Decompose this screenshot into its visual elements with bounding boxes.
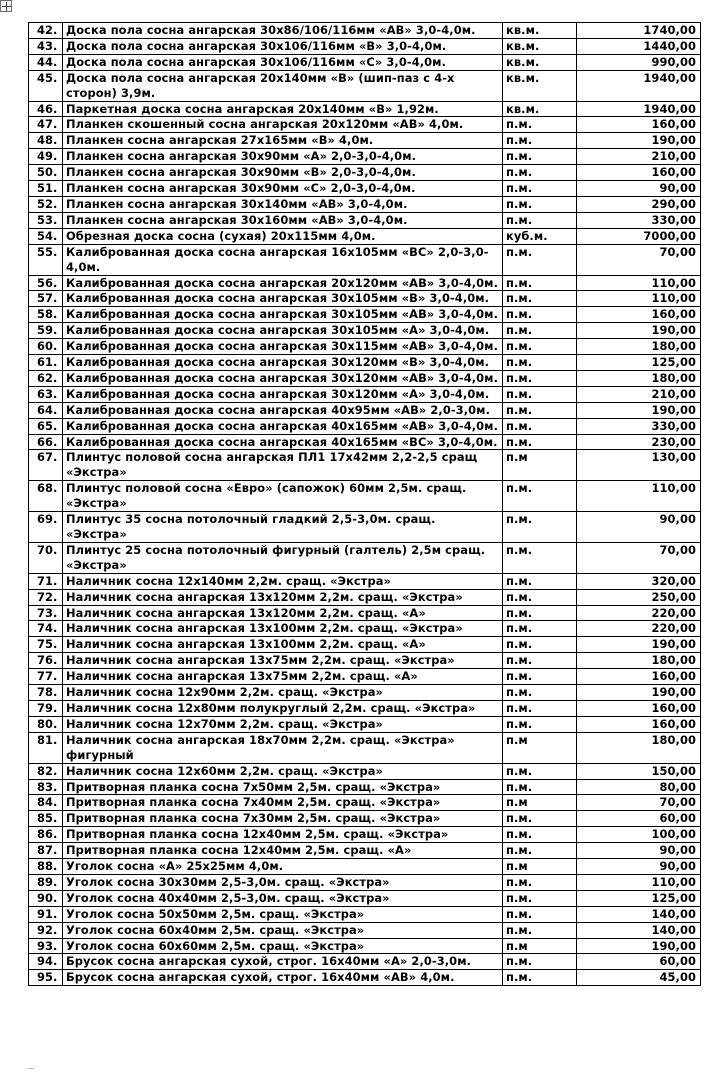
row-number: 67.	[29, 450, 63, 481]
row-number: 68.	[29, 481, 63, 512]
unit-cell: п.м.	[503, 117, 577, 133]
unit-cell: п.м.	[503, 196, 577, 212]
table-row	[29, 54, 701, 70]
product-name: Калиброванная доска сосна ангарская 30х105мм «АВ» 3,0-4,0м.	[63, 307, 503, 323]
unit-cell: п.м.	[503, 402, 577, 418]
table-row	[29, 386, 701, 402]
unit-cell: п.м.	[503, 386, 577, 402]
unit-cell: п.м.	[503, 149, 577, 165]
unit-cell: п.м.	[503, 339, 577, 355]
table-row	[29, 228, 701, 244]
unit-cell: п.м.	[503, 355, 577, 371]
unit-cell: п.м.	[503, 307, 577, 323]
price-cell: 45,00	[577, 970, 701, 986]
table-row	[29, 23, 701, 39]
unit-cell: п.м	[503, 859, 577, 875]
table-row	[29, 605, 701, 621]
table-row	[29, 133, 701, 149]
unit-cell: п.м.	[503, 843, 577, 859]
table-row	[29, 370, 701, 386]
price-cell: 250,00	[577, 589, 701, 605]
row-number: 53.	[29, 212, 63, 228]
price-cell: 7000,00	[577, 228, 701, 244]
product-name: Планкен сосна ангарская 30х160мм «АВ» 3,0-4,0м.	[63, 212, 503, 228]
row-number: 83.	[29, 779, 63, 795]
price-cell: 70,00	[577, 244, 701, 275]
product-name: Притворная планка сосна 12х40мм 2,5м. сращ. «А»	[63, 843, 503, 859]
table-row	[29, 542, 701, 573]
product-name: Притворная планка сосна 7х40мм 2,5м. сращ. «Экстра»	[63, 795, 503, 811]
row-number: 70.	[29, 542, 63, 573]
price-cell: 60,00	[577, 811, 701, 827]
unit-cell: кв.м.	[503, 23, 577, 39]
row-number: 90.	[29, 890, 63, 906]
row-number: 88.	[29, 859, 63, 875]
product-name: Планкен сосна ангарская 27х165мм «В» 4,0м.	[63, 133, 503, 149]
row-number: 47.	[29, 117, 63, 133]
table-row	[29, 307, 701, 323]
price-cell: 1940,00	[577, 101, 701, 117]
unit-cell: п.м.	[503, 669, 577, 685]
table-row	[29, 323, 701, 339]
row-number: 65.	[29, 418, 63, 434]
price-cell: 190,00	[577, 938, 701, 954]
product-name: Наличник сосна 12х60мм 2,2м. сращ. «Экстра»	[63, 763, 503, 779]
row-number: 76.	[29, 653, 63, 669]
price-cell: 180,00	[577, 653, 701, 669]
price-cell: 100,00	[577, 827, 701, 843]
table-row	[29, 779, 701, 795]
price-cell: 1940,00	[577, 70, 701, 101]
unit-cell: куб.м.	[503, 228, 577, 244]
row-number: 71.	[29, 573, 63, 589]
table-row	[29, 165, 701, 181]
row-number: 52.	[29, 196, 63, 212]
product-name: Доска пола сосна ангарская 30х106/116мм «В» 3,0-4,0м.	[63, 38, 503, 54]
price-cell: 60,00	[577, 954, 701, 970]
table-row	[29, 890, 701, 906]
product-name: Уголок сосна 50х50мм 2,5м. сращ. «Экстра»	[63, 906, 503, 922]
table-row	[29, 685, 701, 701]
row-number: 60.	[29, 339, 63, 355]
row-number: 62.	[29, 370, 63, 386]
product-name: Наличник сосна ангарская 13х75мм 2,2м. сращ. «Экстра»	[63, 653, 503, 669]
unit-cell: п.м.	[503, 133, 577, 149]
price-cell: 290,00	[577, 196, 701, 212]
unit-cell: п.м.	[503, 827, 577, 843]
table-row	[29, 244, 701, 275]
price-cell: 1740,00	[577, 23, 701, 39]
row-number: 55.	[29, 244, 63, 275]
product-name: Наличник сосна ангарская 13х75мм 2,2м. сращ. «А»	[63, 669, 503, 685]
row-number: 74.	[29, 621, 63, 637]
unit-cell: п.м.	[503, 605, 577, 621]
price-cell: 160,00	[577, 716, 701, 732]
product-name: Калиброванная доска сосна ангарская 30х105мм «В» 3,0-4,0м.	[63, 291, 503, 307]
table-row	[29, 275, 701, 291]
product-name: Плинтус половой сосна «Евро» (сапожок) 60мм 2,5м. сращ. «Экстра»	[63, 481, 503, 512]
unit-cell: п.м.	[503, 700, 577, 716]
row-number: 72.	[29, 589, 63, 605]
row-number: 63.	[29, 386, 63, 402]
unit-cell: п.м.	[503, 653, 577, 669]
product-name: Доска пола сосна ангарская 20х140мм «В» (шип-паз с 4-х сторон) 3,9м.	[63, 70, 503, 101]
price-cell: 990,00	[577, 54, 701, 70]
price-cell: 90,00	[577, 859, 701, 875]
product-name: Наличник сосна ангарская 18х70мм 2,2м. сращ. «Экстра» фигурный	[63, 732, 503, 763]
product-name: Калиброванная доска сосна ангарская 40х95мм «АВ» 2,0-3,0м.	[63, 402, 503, 418]
unit-cell: п.м.	[503, 434, 577, 450]
product-name: Обрезная доска сосна (сухая) 20х115мм 4,0м.	[63, 228, 503, 244]
product-name: Калиброванная доска сосна ангарская 20х120мм «АВ» 3,0-4,0м.	[63, 275, 503, 291]
table-row	[29, 716, 701, 732]
unit-cell: п.м	[503, 732, 577, 763]
table-row	[29, 589, 701, 605]
row-number: 80.	[29, 716, 63, 732]
table-row	[29, 339, 701, 355]
unit-cell: п.м.	[503, 323, 577, 339]
table-row	[29, 669, 701, 685]
unit-cell: п.м.	[503, 874, 577, 890]
table-row	[29, 101, 701, 117]
row-number: 75.	[29, 637, 63, 653]
product-name: Наличник сосна 12х80мм полукруглый 2,2м. сращ. «Экстра»	[63, 700, 503, 716]
table-row	[29, 653, 701, 669]
price-cell: 110,00	[577, 481, 701, 512]
row-number: 57.	[29, 291, 63, 307]
table-row	[29, 434, 701, 450]
row-number: 42.	[29, 23, 63, 39]
price-cell: 90,00	[577, 843, 701, 859]
row-number: 51.	[29, 181, 63, 197]
product-name: Наличник сосна 12х70мм 2,2м. сращ. «Экстра»	[63, 716, 503, 732]
price-cell: 160,00	[577, 307, 701, 323]
price-cell: 140,00	[577, 922, 701, 938]
unit-cell: кв.м.	[503, 38, 577, 54]
unit-cell: п.м.	[503, 512, 577, 543]
table-row	[29, 795, 701, 811]
product-name: Наличник сосна 12х90мм 2,2м. сращ. «Экстра»	[63, 685, 503, 701]
table-row	[29, 811, 701, 827]
product-name: Калиброванная доска сосна ангарская 40х165мм «АВ» 3,0-4,0м.	[63, 418, 503, 434]
product-name: Наличник сосна 12х140мм 2,2м. сращ. «Экстра»	[63, 573, 503, 589]
product-name: Планкен сосна ангарская 30х140мм «АВ» 3,0-4,0м.	[63, 196, 503, 212]
price-cell: 180,00	[577, 732, 701, 763]
unit-cell: п.м.	[503, 779, 577, 795]
product-name: Доска пола сосна ангарская 30х106/116мм «С» 3,0-4,0м.	[63, 54, 503, 70]
row-number: 81.	[29, 732, 63, 763]
row-number: 84.	[29, 795, 63, 811]
price-cell: 160,00	[577, 117, 701, 133]
price-cell: 190,00	[577, 637, 701, 653]
product-name: Калиброванная доска сосна ангарская 30х105мм «А» 3,0-4,0м.	[63, 323, 503, 339]
page-edge-mark	[28, 1068, 34, 1069]
table-row	[29, 181, 701, 197]
row-number: 49.	[29, 149, 63, 165]
row-number: 73.	[29, 605, 63, 621]
table-move-handle-icon[interactable]	[0, 0, 12, 12]
product-name: Планкен скошенный сосна ангарская 20х120мм «АВ» 4,0м.	[63, 117, 503, 133]
table-row	[29, 906, 701, 922]
price-cell: 180,00	[577, 370, 701, 386]
table-row	[29, 621, 701, 637]
unit-cell: п.м	[503, 795, 577, 811]
product-name: Уголок сосна 60х60мм 2,5м. сращ. «Экстра»	[63, 938, 503, 954]
row-number: 56.	[29, 275, 63, 291]
unit-cell: п.м.	[503, 621, 577, 637]
price-list-table	[28, 22, 701, 986]
product-name: Планкен сосна ангарская 30х90мм «А» 2,0-3,0-4,0м.	[63, 149, 503, 165]
price-cell: 130,00	[577, 450, 701, 481]
table-row	[29, 859, 701, 875]
table-row	[29, 402, 701, 418]
price-cell: 70,00	[577, 795, 701, 811]
price-cell: 1440,00	[577, 38, 701, 54]
product-name: Притворная планка сосна 7х30мм 2,5м. сращ. «Экстра»	[63, 811, 503, 827]
unit-cell: п.м.	[503, 954, 577, 970]
unit-cell: п.м.	[503, 481, 577, 512]
unit-cell: кв.м.	[503, 54, 577, 70]
product-name: Наличник сосна ангарская 13х100мм 2,2м. сращ. «Экстра»	[63, 621, 503, 637]
product-name: Паркетная доска сосна ангарская 20х140мм «В» 1,92м.	[63, 101, 503, 117]
price-cell: 320,00	[577, 573, 701, 589]
unit-cell: п.м.	[503, 418, 577, 434]
unit-cell: п.м	[503, 938, 577, 954]
table-row	[29, 418, 701, 434]
row-number: 82.	[29, 763, 63, 779]
table-row	[29, 149, 701, 165]
unit-cell: п.м.	[503, 165, 577, 181]
product-name: Калиброванная доска сосна ангарская 30х120мм «А» 3,0-4,0м.	[63, 386, 503, 402]
table-row	[29, 291, 701, 307]
product-name: Калиброванная доска сосна ангарская 30х120мм «АВ» 3,0-4,0м.	[63, 370, 503, 386]
product-name: Планкен сосна ангарская 30х90мм «С» 2,0-3,0-4,0м.	[63, 181, 503, 197]
product-name: Планкен сосна ангарская 30х90мм «В» 2,0-3,0-4,0м.	[63, 165, 503, 181]
row-number: 95.	[29, 970, 63, 986]
row-number: 92.	[29, 922, 63, 938]
unit-cell: п.м.	[503, 573, 577, 589]
price-cell: 140,00	[577, 906, 701, 922]
price-cell: 90,00	[577, 512, 701, 543]
price-cell: 190,00	[577, 323, 701, 339]
table-row	[29, 450, 701, 481]
product-name: Брусок сосна ангарская сухой, строг. 16х40мм «АВ» 4,0м.	[63, 970, 503, 986]
price-cell: 210,00	[577, 149, 701, 165]
unit-cell: п.м.	[503, 922, 577, 938]
unit-cell: п.м.	[503, 542, 577, 573]
price-cell: 230,00	[577, 434, 701, 450]
product-name: Брусок сосна ангарская сухой, строг. 16х40мм «А» 2,0-3,0м.	[63, 954, 503, 970]
row-number: 43.	[29, 38, 63, 54]
row-number: 50.	[29, 165, 63, 181]
table-row	[29, 481, 701, 512]
unit-cell: п.м.	[503, 370, 577, 386]
table-row	[29, 827, 701, 843]
table-row	[29, 700, 701, 716]
unit-cell: п.м.	[503, 212, 577, 228]
table-row	[29, 874, 701, 890]
product-name: Уголок сосна «А» 25х25мм 4,0м.	[63, 859, 503, 875]
product-name: Плинтус половой сосна ангарская ПЛ1 17х42мм 2,2-2,5 сращ «Экстра»	[63, 450, 503, 481]
row-number: 87.	[29, 843, 63, 859]
price-list-body	[29, 23, 701, 986]
price-cell: 180,00	[577, 339, 701, 355]
row-number: 48.	[29, 133, 63, 149]
unit-cell: п.м.	[503, 244, 577, 275]
product-name: Наличник сосна ангарская 13х120мм 2,2м. сращ. «А»	[63, 605, 503, 621]
price-cell: 160,00	[577, 700, 701, 716]
row-number: 59.	[29, 323, 63, 339]
unit-cell: кв.м.	[503, 101, 577, 117]
unit-cell: п.м.	[503, 716, 577, 732]
row-number: 66.	[29, 434, 63, 450]
unit-cell: п.м.	[503, 589, 577, 605]
price-cell: 110,00	[577, 874, 701, 890]
table-row	[29, 512, 701, 543]
product-name: Плинтус 25 сосна потолочный фигурный (галтель) 2,5м сращ. «Экстра»	[63, 542, 503, 573]
row-number: 89.	[29, 874, 63, 890]
row-number: 54.	[29, 228, 63, 244]
table-row	[29, 637, 701, 653]
product-name: Наличник сосна ангарская 13х100мм 2,2м. сращ. «А»	[63, 637, 503, 653]
row-number: 78.	[29, 685, 63, 701]
row-number: 69.	[29, 512, 63, 543]
table-row	[29, 954, 701, 970]
row-number: 46.	[29, 101, 63, 117]
price-cell: 125,00	[577, 890, 701, 906]
price-cell: 160,00	[577, 669, 701, 685]
row-number: 58.	[29, 307, 63, 323]
table-row	[29, 573, 701, 589]
table-row	[29, 196, 701, 212]
price-cell: 90,00	[577, 181, 701, 197]
row-number: 64.	[29, 402, 63, 418]
unit-cell: п.м.	[503, 275, 577, 291]
price-cell: 70,00	[577, 542, 701, 573]
table-row	[29, 938, 701, 954]
row-number: 85.	[29, 811, 63, 827]
row-number: 91.	[29, 906, 63, 922]
table-row	[29, 970, 701, 986]
table-row	[29, 732, 701, 763]
table-row	[29, 117, 701, 133]
row-number: 77.	[29, 669, 63, 685]
price-cell: 190,00	[577, 402, 701, 418]
unit-cell: п.м.	[503, 637, 577, 653]
price-cell: 110,00	[577, 275, 701, 291]
price-cell: 190,00	[577, 133, 701, 149]
row-number: 94.	[29, 954, 63, 970]
price-cell: 330,00	[577, 418, 701, 434]
price-cell: 190,00	[577, 685, 701, 701]
unit-cell: п.м.	[503, 890, 577, 906]
table-row	[29, 38, 701, 54]
table-row	[29, 763, 701, 779]
table-row	[29, 212, 701, 228]
unit-cell: п.м.	[503, 685, 577, 701]
price-cell: 210,00	[577, 386, 701, 402]
unit-cell: п.м.	[503, 763, 577, 779]
table-row	[29, 355, 701, 371]
unit-cell: п.м.	[503, 906, 577, 922]
product-name: Уголок сосна 40х40мм 2,5-3,0м. сращ. «Экстра»	[63, 890, 503, 906]
unit-cell: п.м	[503, 450, 577, 481]
unit-cell: п.м.	[503, 181, 577, 197]
row-number: 44.	[29, 54, 63, 70]
price-cell: 330,00	[577, 212, 701, 228]
row-number: 86.	[29, 827, 63, 843]
table-row	[29, 922, 701, 938]
product-name: Уголок сосна 30х30мм 2,5-3,0м. сращ. «Экстра»	[63, 874, 503, 890]
unit-cell: п.м.	[503, 970, 577, 986]
product-name: Калиброванная доска сосна ангарская 30х115мм «АВ» 3,0-4,0м.	[63, 339, 503, 355]
product-name: Калиброванная доска сосна ангарская 40х165мм «ВС» 3,0-4,0м.	[63, 434, 503, 450]
table-row	[29, 70, 701, 101]
product-name: Притворная планка сосна 7х50мм 2,5м. сращ. «Экстра»	[63, 779, 503, 795]
product-name: Калиброванная доска сосна ангарская 30х120мм «В» 3,0-4,0м.	[63, 355, 503, 371]
price-cell: 80,00	[577, 779, 701, 795]
row-number: 79.	[29, 700, 63, 716]
row-number: 61.	[29, 355, 63, 371]
unit-cell: п.м.	[503, 811, 577, 827]
price-cell: 220,00	[577, 605, 701, 621]
product-name: Наличник сосна ангарская 13х120мм 2,2м. сращ. «Экстра»	[63, 589, 503, 605]
product-name: Калиброванная доска сосна ангарская 16х105мм «ВС» 2,0-3,0-4,0м.	[63, 244, 503, 275]
product-name: Уголок сосна 60х40мм 2,5м. сращ. «Экстра»	[63, 922, 503, 938]
unit-cell: п.м.	[503, 291, 577, 307]
price-cell: 110,00	[577, 291, 701, 307]
price-cell: 125,00	[577, 355, 701, 371]
row-number: 45.	[29, 70, 63, 101]
row-number: 93.	[29, 938, 63, 954]
price-cell: 160,00	[577, 165, 701, 181]
price-cell: 150,00	[577, 763, 701, 779]
product-name: Притворная планка сосна 12х40мм 2,5м. сращ. «Экстра»	[63, 827, 503, 843]
table-row	[29, 843, 701, 859]
price-cell: 220,00	[577, 621, 701, 637]
product-name: Плинтус 35 сосна потолочный гладкий 2,5-3,0м. сращ. «Экстра»	[63, 512, 503, 543]
product-name: Доска пола сосна ангарская 30х86/106/116мм «АВ» 3,0-4,0м.	[63, 23, 503, 39]
unit-cell: кв.м.	[503, 70, 577, 101]
